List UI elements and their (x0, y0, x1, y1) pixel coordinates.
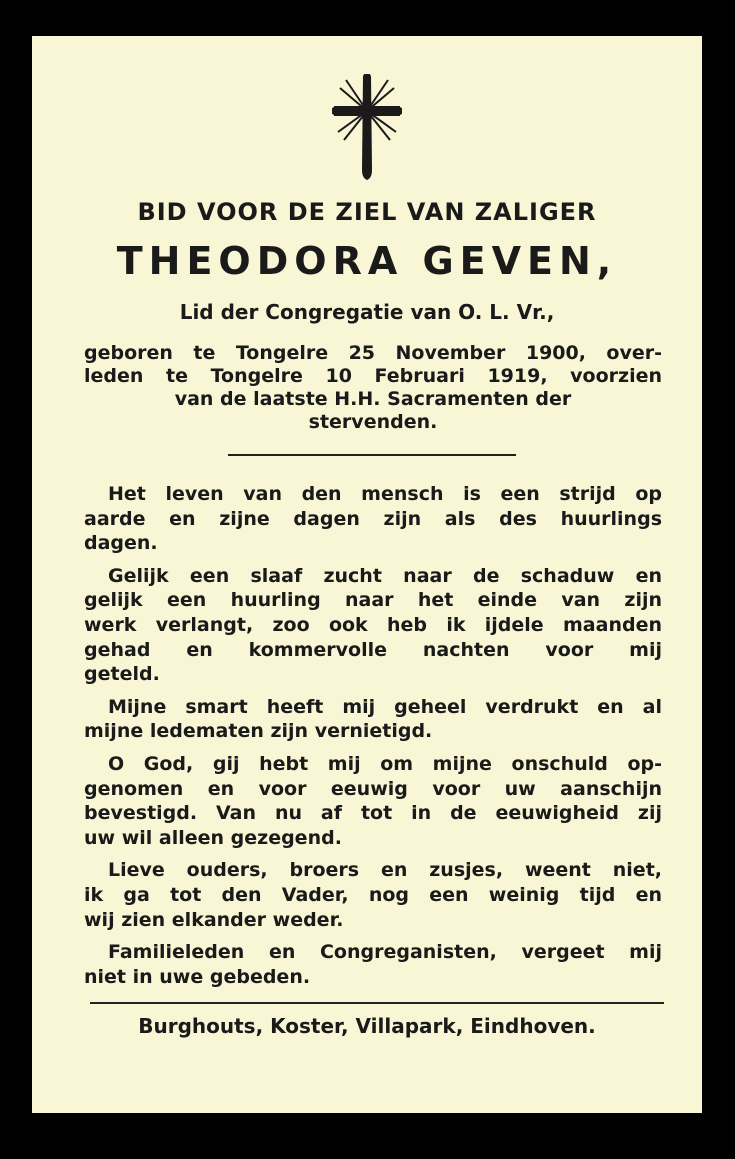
bio-line: stervenden. (308, 411, 438, 433)
text-line: ik ga tot den Vader, nog een weinig tijd en (84, 883, 662, 906)
text-line: wij zien elkander weder. (84, 908, 344, 931)
text-line: geteld. (84, 663, 160, 686)
text-line: uw wil alleen gezegend. (84, 826, 342, 849)
biography (84, 342, 662, 434)
printer-credit: Burghouts, Koster, Villapark, Eindhoven. (138, 1014, 596, 1038)
paragraph (84, 564, 662, 687)
text-line: Mijne smart heeft mij geheel verdrukt en al (108, 695, 662, 718)
paragraph (84, 695, 662, 744)
verse-text (84, 482, 662, 997)
bio-line: geboren te Tongelre 25 November 1900, over- (84, 342, 662, 364)
bio-line: leden te Tongelre 10 Februari 1919, voorzien (84, 365, 662, 387)
memorial-card (32, 36, 702, 1113)
prayer-heading: BID VOOR DE ZIEL VAN ZALIGER (137, 198, 597, 226)
bio-line: van de laatste H.H. Sacramenten der (174, 388, 572, 410)
text-line: Lieve ouders, broers en zusjes, weent niet, (108, 859, 662, 882)
paragraph (84, 482, 662, 556)
deceased-name: THEODORA GEVEN, (116, 239, 618, 283)
text-line: niet in uwe gebeden. (84, 965, 311, 988)
divider (90, 1002, 664, 1004)
paragraph (84, 858, 662, 932)
paragraph (84, 752, 662, 850)
text-line: O God, gij hebt mij om mijne onschuld op- (108, 752, 662, 775)
paragraph (84, 940, 662, 989)
text-line: aarde en zijne dagen zijn als des huurlings (84, 507, 662, 530)
text-line: gehad en kommervolle nachten voor mij (84, 638, 662, 661)
membership-line: Lid der Congregatie van O. L. Vr., (179, 300, 555, 324)
text-line: gelijk een huurling naar het einde van zijn (84, 589, 662, 612)
text-line: bevestigd. Van nu af tot in de eeuwigheid zij (84, 802, 662, 825)
text-line: dagen. (84, 532, 158, 555)
cross-icon (332, 74, 402, 182)
text-line: genomen en voor eeuwig voor uw aanschijn (84, 777, 662, 800)
text-line: mijne ledematen zijn vernietigd. (84, 720, 433, 743)
text-line: Gelijk een slaaf zucht naar de schaduw en (108, 564, 662, 587)
text-line: werk verlangt, zoo ook heb ik ijdele maanden (84, 613, 662, 636)
text-line: Het leven van den mensch is een strijd op (108, 483, 662, 505)
divider (228, 454, 516, 456)
text-line: Familieleden en Congreganisten, vergeet mij (108, 941, 662, 964)
